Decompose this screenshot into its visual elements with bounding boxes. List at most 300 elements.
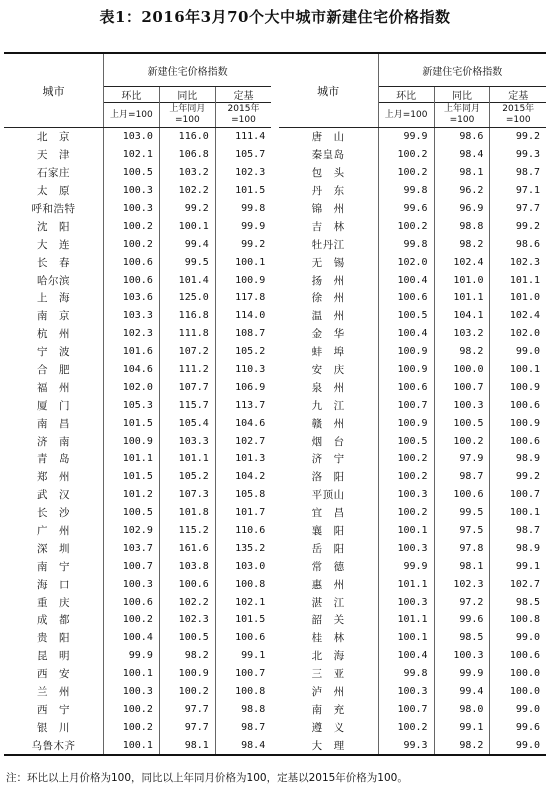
mom-cell: 102.0 — [378, 253, 434, 271]
city-cell: 安 庆 — [311, 364, 345, 377]
fixed-cell: 100.1 — [490, 504, 546, 522]
mom-cell: 100.2 — [103, 718, 159, 736]
column-gap — [271, 325, 278, 343]
table-row — [4, 504, 546, 522]
mom-cell: 103.3 — [103, 307, 159, 325]
city-cell: 大 理 — [279, 736, 378, 755]
fixed-cell: 102.1 — [215, 593, 271, 611]
city-cell: 海 口 — [36, 578, 70, 591]
yoy-cell: 99.2 — [159, 200, 215, 218]
fixed-cell: 103.0 — [215, 557, 271, 575]
fixed-cell: 100.9 — [215, 271, 271, 289]
yoy-cell: 100.3 — [434, 396, 490, 414]
city-cell: 合 肥 — [36, 364, 70, 377]
table-row — [4, 217, 546, 235]
column-gap — [271, 396, 278, 414]
column-gap — [271, 611, 278, 629]
city-cell: 三 亚 — [311, 668, 345, 681]
yoy-cell: 100.7 — [434, 378, 490, 396]
fixed-cell: 108.7 — [215, 325, 271, 343]
mom-cell: 104.6 — [103, 361, 159, 379]
city-cell: 惠 州 — [311, 578, 345, 591]
fixed-cell: 98.9 — [490, 450, 546, 468]
fixed-cell: 98.9 — [490, 539, 546, 557]
fixed-cell: 105.7 — [215, 146, 271, 164]
column-gap — [271, 629, 278, 647]
yoy-cell: 98.2 — [434, 343, 490, 361]
city-cell: 昆 明 — [36, 650, 70, 663]
city-cell: 遵 义 — [311, 721, 345, 734]
mom-cell: 100.2 — [378, 450, 434, 468]
fixed-cell: 113.7 — [215, 396, 271, 414]
mom-cell: 100.2 — [378, 468, 434, 486]
fixed-cell: 101.1 — [490, 271, 546, 289]
column-gap — [271, 361, 278, 379]
fixed-cell: 100.6 — [490, 396, 546, 414]
fixed-cell: 99.2 — [490, 217, 546, 235]
city-cell: 西 宁 — [36, 703, 70, 716]
city-cell: 济 宁 — [311, 453, 345, 466]
mom-cell: 103.7 — [103, 539, 159, 557]
table-row — [4, 629, 546, 647]
city-cell: 长 春 — [36, 256, 70, 269]
mom-cell: 100.3 — [103, 575, 159, 593]
table-row — [4, 182, 546, 200]
city-cell: 韶 关 — [311, 614, 345, 627]
column-gap — [271, 718, 278, 736]
fixed-cell: 98.4 — [215, 736, 271, 755]
column-gap — [271, 486, 278, 504]
mom-cell: 101.5 — [103, 468, 159, 486]
column-header-yoy-base: 上年同月=100 — [434, 103, 490, 128]
table-row — [4, 718, 546, 736]
mom-cell: 100.3 — [103, 182, 159, 200]
mom-cell: 100.4 — [378, 647, 434, 665]
price-index-table — [4, 52, 546, 756]
column-gap — [271, 307, 278, 325]
fixed-cell: 102.3 — [490, 253, 546, 271]
fixed-cell: 135.2 — [215, 539, 271, 557]
fixed-cell: 100.8 — [490, 611, 546, 629]
fixed-cell: 110.6 — [215, 522, 271, 540]
column-gap — [271, 575, 278, 593]
city-cell: 洛 阳 — [311, 471, 345, 484]
yoy-cell: 100.0 — [434, 361, 490, 379]
city-cell: 温 州 — [311, 310, 345, 323]
fixed-cell: 100.7 — [215, 665, 271, 683]
table-row — [4, 468, 546, 486]
city-cell: 厦 门 — [36, 399, 70, 412]
city-cell: 南 昌 — [36, 417, 70, 430]
city-cell: 兰 州 — [36, 686, 70, 699]
fixed-cell: 101.7 — [215, 504, 271, 522]
mom-cell: 100.9 — [378, 361, 434, 379]
mom-cell: 100.5 — [378, 307, 434, 325]
column-header-mom-base: 上月=100 — [103, 103, 159, 128]
fixed-cell: 101.5 — [215, 182, 271, 200]
mom-cell: 99.8 — [378, 182, 434, 200]
fixed-cell: 98.8 — [215, 701, 271, 719]
table-row — [4, 307, 546, 325]
mom-cell: 100.1 — [378, 629, 434, 647]
fixed-cell: 99.0 — [490, 629, 546, 647]
column-gap — [271, 593, 278, 611]
city-cell: 桂 林 — [311, 632, 345, 645]
table-row — [4, 343, 546, 361]
column-header-yoy: 同比 — [434, 87, 490, 103]
city-cell: 北 京 — [36, 131, 70, 144]
column-gap — [271, 468, 278, 486]
mom-cell: 100.4 — [378, 271, 434, 289]
mom-cell: 100.3 — [378, 486, 434, 504]
yoy-cell: 103.2 — [434, 325, 490, 343]
yoy-cell: 100.5 — [159, 629, 215, 647]
fixed-cell: 100.0 — [490, 665, 546, 683]
column-header-yoy-base: 上年同月=100 — [159, 103, 215, 128]
city-cell: 沈 阳 — [36, 220, 70, 233]
column-gap — [271, 343, 278, 361]
fixed-cell: 99.2 — [490, 128, 546, 146]
city-cell: 青 岛 — [36, 453, 70, 466]
fixed-cell: 100.1 — [490, 361, 546, 379]
mom-cell: 100.9 — [103, 432, 159, 450]
city-cell: 烟 台 — [311, 435, 345, 448]
city-cell: 常 德 — [311, 560, 345, 573]
city-cell: 丹 东 — [311, 185, 345, 198]
city-cell: 郑 州 — [36, 471, 70, 484]
city-cell: 牡丹江 — [311, 238, 345, 251]
mom-cell: 103.0 — [103, 128, 159, 146]
column-gap — [271, 253, 278, 271]
city-cell: 唐 山 — [311, 131, 345, 144]
table-row — [4, 396, 546, 414]
fixed-cell: 99.9 — [215, 217, 271, 235]
column-gap — [271, 289, 278, 307]
mom-cell: 100.2 — [103, 217, 159, 235]
table-title: 表1：2016年3月70个大中城市新建住宅价格指数 — [99, 8, 451, 26]
fixed-cell: 110.3 — [215, 361, 271, 379]
fixed-cell: 114.0 — [215, 307, 271, 325]
city-cell: 扬 州 — [311, 274, 345, 287]
fixed-cell: 99.0 — [490, 701, 546, 719]
fixed-cell: 99.0 — [490, 736, 546, 755]
table-row — [4, 611, 546, 629]
table-row — [4, 539, 546, 557]
yoy-cell: 98.8 — [434, 217, 490, 235]
yoy-cell: 111.2 — [159, 361, 215, 379]
yoy-cell: 99.4 — [434, 683, 490, 701]
yoy-cell: 100.9 — [159, 665, 215, 683]
yoy-cell: 161.6 — [159, 539, 215, 557]
mom-cell: 103.6 — [103, 289, 159, 307]
fixed-cell: 99.1 — [215, 647, 271, 665]
fixed-cell: 98.7 — [490, 522, 546, 540]
yoy-cell: 102.3 — [434, 575, 490, 593]
city-cell: 徐 州 — [311, 292, 345, 305]
yoy-cell: 105.4 — [159, 414, 215, 432]
yoy-cell: 100.5 — [434, 414, 490, 432]
table-row — [4, 146, 546, 164]
column-header-yoy: 同比 — [159, 87, 215, 103]
city-cell: 湛 江 — [311, 596, 345, 609]
fixed-cell: 98.7 — [490, 164, 546, 182]
city-cell: 金 华 — [311, 328, 345, 341]
yoy-cell: 98.1 — [434, 164, 490, 182]
mom-cell: 105.3 — [103, 396, 159, 414]
fixed-cell: 100.8 — [215, 683, 271, 701]
city-cell: 广 州 — [36, 525, 70, 538]
fixed-cell: 100.0 — [490, 683, 546, 701]
yoy-cell: 104.1 — [434, 307, 490, 325]
column-gap — [271, 665, 278, 683]
city-cell: 包 头 — [311, 167, 345, 180]
table-row — [4, 683, 546, 701]
mom-cell: 100.1 — [378, 522, 434, 540]
yoy-cell: 98.6 — [434, 128, 490, 146]
table-row — [4, 522, 546, 540]
city-cell: 福 州 — [36, 381, 70, 394]
table-row — [4, 665, 546, 683]
table-row — [4, 450, 546, 468]
city-cell: 蚌 埠 — [311, 346, 345, 359]
mom-cell: 100.6 — [378, 378, 434, 396]
mom-cell: 102.0 — [103, 378, 159, 396]
table-row — [4, 271, 546, 289]
table-row — [4, 200, 546, 218]
fixed-cell: 100.6 — [215, 629, 271, 647]
mom-cell: 101.2 — [103, 486, 159, 504]
city-cell: 南 宁 — [36, 560, 70, 573]
mom-cell: 100.4 — [103, 629, 159, 647]
fixed-cell: 99.2 — [490, 468, 546, 486]
table-row — [4, 361, 546, 379]
fixed-cell: 100.9 — [490, 378, 546, 396]
fixed-cell: 97.1 — [490, 182, 546, 200]
mom-cell: 102.3 — [103, 325, 159, 343]
mom-cell: 100.1 — [103, 736, 159, 755]
yoy-cell: 97.5 — [434, 522, 490, 540]
column-gap — [271, 235, 278, 253]
column-gap — [271, 217, 278, 235]
yoy-cell: 116.0 — [159, 128, 215, 146]
city-cell: 哈尔滨 — [36, 274, 70, 287]
mom-cell: 100.6 — [103, 253, 159, 271]
city-cell: 上 海 — [36, 292, 70, 305]
city-cell: 平顶山 — [311, 489, 345, 502]
yoy-cell: 97.9 — [434, 450, 490, 468]
fixed-cell: 102.7 — [215, 432, 271, 450]
yoy-cell: 102.3 — [159, 611, 215, 629]
yoy-cell: 103.2 — [159, 164, 215, 182]
column-header-mom-base: 上月=100 — [378, 103, 434, 128]
table-row — [4, 432, 546, 450]
city-cell: 深 圳 — [36, 542, 70, 555]
mom-cell: 100.6 — [103, 271, 159, 289]
column-header-mom: 环比 — [378, 87, 434, 103]
fixed-cell: 98.7 — [215, 718, 271, 736]
yoy-cell: 102.4 — [434, 253, 490, 271]
city-cell: 九 江 — [311, 399, 345, 412]
yoy-cell: 115.7 — [159, 396, 215, 414]
table-row — [4, 253, 546, 271]
city-cell: 襄 阳 — [311, 525, 345, 538]
fixed-cell: 102.0 — [490, 325, 546, 343]
table-row — [4, 235, 546, 253]
yoy-cell: 115.2 — [159, 522, 215, 540]
column-gap — [271, 432, 278, 450]
table-row — [4, 378, 546, 396]
column-header-mom: 环比 — [103, 87, 159, 103]
yoy-cell: 98.2 — [159, 647, 215, 665]
yoy-cell: 101.1 — [159, 450, 215, 468]
city-cell: 银 川 — [36, 721, 70, 734]
column-gap — [271, 414, 278, 432]
fixed-cell: 100.9 — [490, 414, 546, 432]
table-row — [4, 414, 546, 432]
yoy-cell: 98.0 — [434, 701, 490, 719]
mom-cell: 99.8 — [378, 665, 434, 683]
mom-cell: 100.5 — [103, 504, 159, 522]
table-row — [4, 557, 546, 575]
footnote: 注：环比以上月价格为100，同比以上年同月价格为100，定基以2015年价格为100。 — [6, 772, 408, 784]
column-gap — [271, 450, 278, 468]
mom-cell: 101.5 — [103, 414, 159, 432]
fixed-cell: 102.3 — [215, 164, 271, 182]
yoy-cell: 96.2 — [434, 182, 490, 200]
city-cell: 贵 阳 — [36, 632, 70, 645]
column-gap — [271, 128, 278, 146]
mom-cell: 100.7 — [378, 396, 434, 414]
mom-cell: 100.2 — [378, 164, 434, 182]
fixed-cell: 97.7 — [490, 200, 546, 218]
yoy-cell: 100.6 — [159, 575, 215, 593]
city-cell: 秦皇岛 — [311, 149, 345, 162]
mom-cell: 101.1 — [378, 575, 434, 593]
city-cell: 西 安 — [36, 668, 70, 681]
yoy-cell: 99.1 — [434, 718, 490, 736]
column-gap — [271, 557, 278, 575]
mom-cell: 100.9 — [378, 343, 434, 361]
city-cell: 南 京 — [36, 310, 70, 323]
column-gap — [271, 271, 278, 289]
yoy-cell: 100.3 — [434, 647, 490, 665]
yoy-cell: 100.2 — [159, 683, 215, 701]
mom-cell: 101.1 — [103, 450, 159, 468]
table-row — [4, 128, 546, 146]
yoy-cell: 98.1 — [434, 557, 490, 575]
fixed-cell: 101.3 — [215, 450, 271, 468]
yoy-cell: 101.1 — [434, 289, 490, 307]
yoy-cell: 98.2 — [434, 736, 490, 755]
mom-cell: 100.2 — [103, 701, 159, 719]
yoy-cell: 97.2 — [434, 593, 490, 611]
mom-cell: 100.2 — [378, 504, 434, 522]
mom-cell: 102.9 — [103, 522, 159, 540]
mom-cell: 99.6 — [378, 200, 434, 218]
column-header-fixed-base: 2015年=100 — [490, 103, 546, 128]
city-cell: 天 津 — [36, 149, 70, 162]
fixed-cell: 99.3 — [490, 146, 546, 164]
column-gap — [271, 736, 278, 755]
fixed-cell: 102.7 — [490, 575, 546, 593]
column-header-city: 城市 — [4, 53, 103, 128]
mom-cell: 102.1 — [103, 146, 159, 164]
column-header-fixed: 定基 — [490, 87, 546, 103]
mom-cell: 101.1 — [378, 611, 434, 629]
table-row — [4, 701, 546, 719]
yoy-cell: 99.5 — [159, 253, 215, 271]
table-row — [4, 289, 546, 307]
column-gap — [271, 504, 278, 522]
mom-cell: 100.4 — [378, 325, 434, 343]
fixed-cell: 98.5 — [490, 593, 546, 611]
fixed-cell: 100.8 — [215, 575, 271, 593]
column-gap — [271, 200, 278, 218]
city-cell: 南 充 — [311, 703, 345, 716]
city-cell: 杭 州 — [36, 328, 70, 341]
fixed-cell: 105.8 — [215, 486, 271, 504]
yoy-cell: 101.8 — [159, 504, 215, 522]
yoy-cell: 98.2 — [434, 235, 490, 253]
yoy-cell: 116.8 — [159, 307, 215, 325]
mom-cell: 100.2 — [378, 146, 434, 164]
yoy-cell: 99.5 — [434, 504, 490, 522]
column-gap — [271, 378, 278, 396]
table-row — [4, 593, 546, 611]
mom-cell: 100.3 — [378, 683, 434, 701]
mom-cell: 100.2 — [103, 235, 159, 253]
yoy-cell: 107.2 — [159, 343, 215, 361]
mom-cell: 100.3 — [103, 683, 159, 701]
city-cell: 宁 波 — [36, 346, 70, 359]
city-cell: 北 海 — [311, 650, 345, 663]
mom-cell: 100.6 — [103, 593, 159, 611]
mom-cell: 100.7 — [378, 701, 434, 719]
yoy-cell: 105.2 — [159, 468, 215, 486]
yoy-cell: 99.9 — [434, 665, 490, 683]
column-header-group: 新建住宅价格指数 — [103, 53, 271, 87]
fixed-cell: 99.6 — [490, 718, 546, 736]
mom-cell: 100.2 — [103, 611, 159, 629]
mom-cell: 99.9 — [378, 557, 434, 575]
yoy-cell: 107.3 — [159, 486, 215, 504]
fixed-cell: 100.7 — [490, 486, 546, 504]
yoy-cell: 103.8 — [159, 557, 215, 575]
yoy-cell: 101.0 — [434, 271, 490, 289]
mom-cell: 99.3 — [378, 736, 434, 755]
city-cell: 石家庄 — [36, 167, 70, 180]
fixed-cell: 117.8 — [215, 289, 271, 307]
mom-cell: 100.2 — [378, 217, 434, 235]
yoy-cell: 98.1 — [159, 736, 215, 755]
table-row — [4, 575, 546, 593]
column-header-fixed-base: 2015年=100 — [215, 103, 271, 128]
yoy-cell: 107.7 — [159, 378, 215, 396]
column-gap — [271, 146, 278, 164]
column-header-fixed: 定基 — [215, 87, 271, 103]
table-row — [4, 647, 546, 665]
city-cell: 无 锡 — [311, 256, 345, 269]
column-header-group: 新建住宅价格指数 — [378, 53, 546, 87]
mom-cell: 100.6 — [378, 289, 434, 307]
fixed-cell: 102.4 — [490, 307, 546, 325]
yoy-cell: 98.5 — [434, 629, 490, 647]
fixed-cell: 105.2 — [215, 343, 271, 361]
mom-cell: 99.9 — [378, 128, 434, 146]
fixed-cell: 104.2 — [215, 468, 271, 486]
mom-cell: 99.8 — [378, 235, 434, 253]
city-cell: 武 汉 — [36, 489, 70, 502]
